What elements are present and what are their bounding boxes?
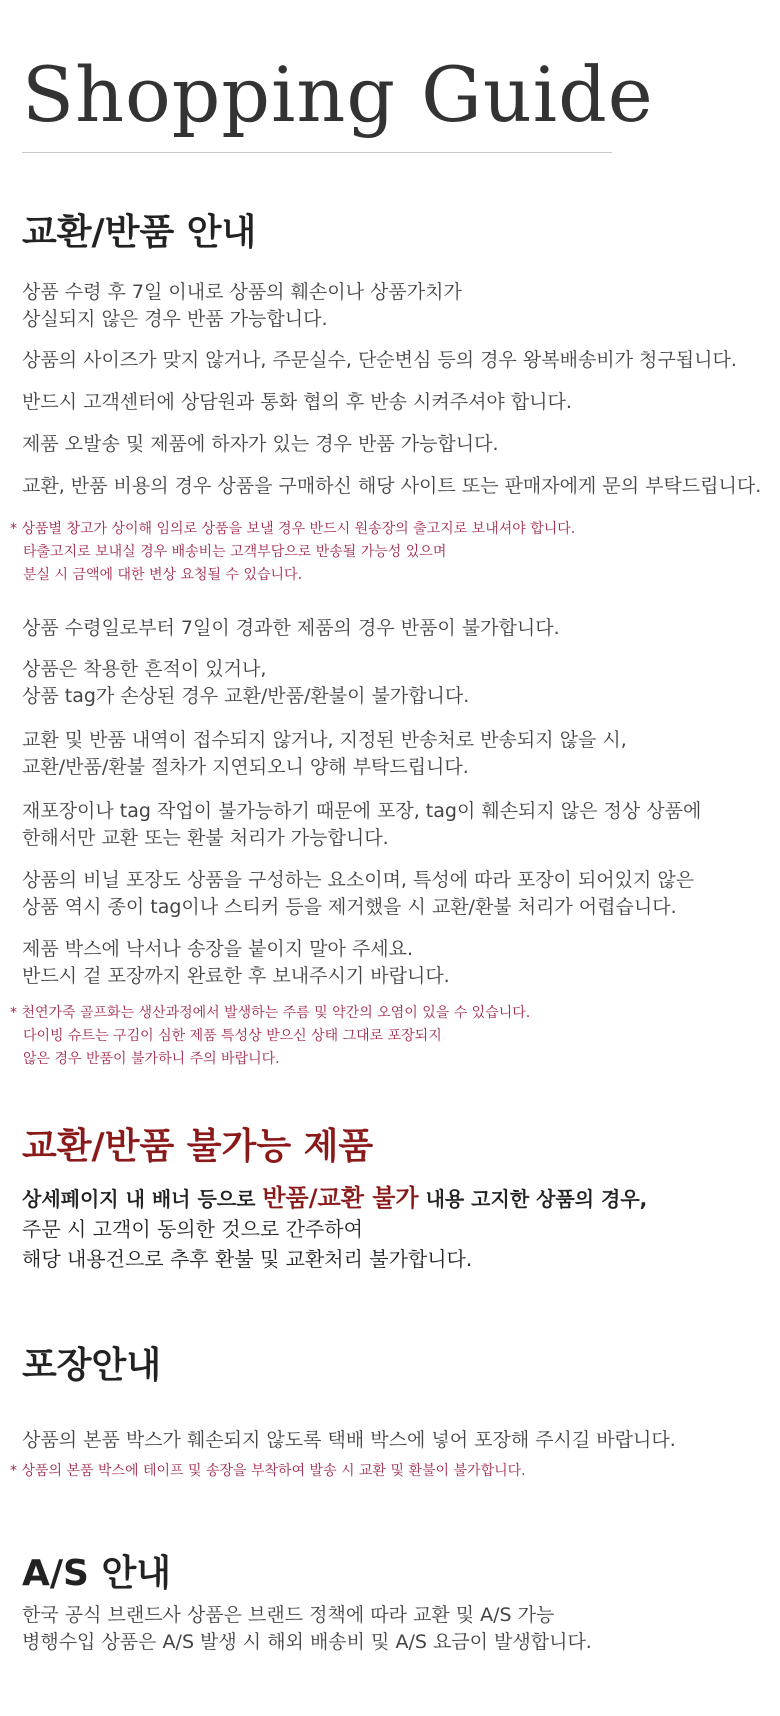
exchange-paragraph: 교환 및 반품 내역이 접수되지 않거나, 지정된 반송처로 반송되지 않을 시, 교환/반품/환불 절차가 지연되오니 양해 부탁드립니다. [22,729,627,778]
exchange-paragraph: 상품은 착용한 흔적이 있거나, 상품 tag가 손상된 경우 교환/반품/환불이 불가합니다. [22,658,470,707]
exchange-paragraph: 상품 수령일로부터 7일이 경과한 제품의 경우 반품이 불가합니다. [22,617,560,639]
exchange-paragraph: 제품 박스에 낙서나 송장을 붙이지 말아 주세요. 반드시 겉 포장까지 완료한 후 보내주시기 바랍니다. [22,938,450,987]
packaging-note: * 상품의 본품 박스에 테이프 및 송장을 부착하여 발송 시 교환 및 환불이 불가합니다. [10,1463,526,1479]
exchange-paragraph: 상품의 비닐 포장도 상품을 구성하는 요소이며, 특성에 따라 포장이 되어있지 않은 상품 역시 종이 tag이나 스티커 등을 제거했을 시 교환/환불 처리가 어렵습니다. [22,869,695,918]
exchange-paragraph: 상품의 사이즈가 맞지 않거나, 주문실수, 단순변심 등의 경우 왕복배송비가 청구됩니다. [22,349,737,371]
exchange-paragraph: 교환, 반품 비용의 경우 상품을 구매하신 해당 사이트 또는 판매자에게 문의 부탁드립니다. [22,475,762,497]
exchange-heading: 교환/반품 안내 [22,212,257,253]
packaging-heading: 포장안내 [22,1345,162,1386]
non-returnable-heading: 교환/반품 불가능 제품 [22,1126,374,1167]
product-care-note: * 천연가죽 골프화는 생산과정에서 발생하는 주름 및 약간의 오염이 있을 수 있습니다. 다이빙 슈트는 구김이 심한 제품 특성상 받으신 상태 그대로 포장되지 않은 경우 반품이 불가하니 주의 바랍니다. [10,1005,531,1067]
packaging-text: 상품의 본품 박스가 훼손되지 않도록 택배 박스에 넣어 포장해 주시길 바랍니다. [22,1429,676,1451]
as-text: 한국 공식 브랜드사 상품은 브랜드 정책에 따라 교환 및 A/S 가능 병행수입 상품은 A/S 발생 시 해외 배송비 및 A/S 요금이 발생합니다. [22,1604,592,1653]
warehouse-note: * 상품별 창고가 상이해 임의로 상품을 보낼 경우 반드시 원송장의 출고지로 보내셔야 합니다. 타출고지로 보내실 경우 배송비는 고객부담으로 반송될 가능성 있으며 분실 시 금액에 대한 변상 요청될 수 있습니다. [10,521,576,583]
page-title: Shopping Guide [22,50,654,139]
title-divider [22,152,612,153]
non-returnable-text: 상세페이지 내 배너 등으로 반품/교환 불가 내용 고지한 상품의 경우, 주문 시 고객이 동의한 것으로 간주하여 해당 내용건으로 추후 환불 및 교환처리 불가합니다. [22,1184,648,1271]
as-heading: A/S 안내 [22,1553,172,1594]
non-returnable-emphasis: 반품/교환 불가 [262,1184,419,1212]
exchange-paragraph: 반드시 고객센터에 상담원과 통화 협의 후 반송 시켜주셔야 합니다. [22,391,572,413]
exchange-paragraph: 상품 수령 후 7일 이내로 상품의 훼손이나 상품가치가 상실되지 않은 경우 반품 가능합니다. [22,281,462,330]
exchange-paragraph: 재포장이나 tag 작업이 불가능하기 때문에 포장, tag이 훼손되지 않은 정상 상품에 한해서만 교환 또는 환불 처리가 가능합니다. [22,800,702,849]
exchange-paragraph: 제품 오발송 및 제품에 하자가 있는 경우 반품 가능합니다. [22,433,499,455]
